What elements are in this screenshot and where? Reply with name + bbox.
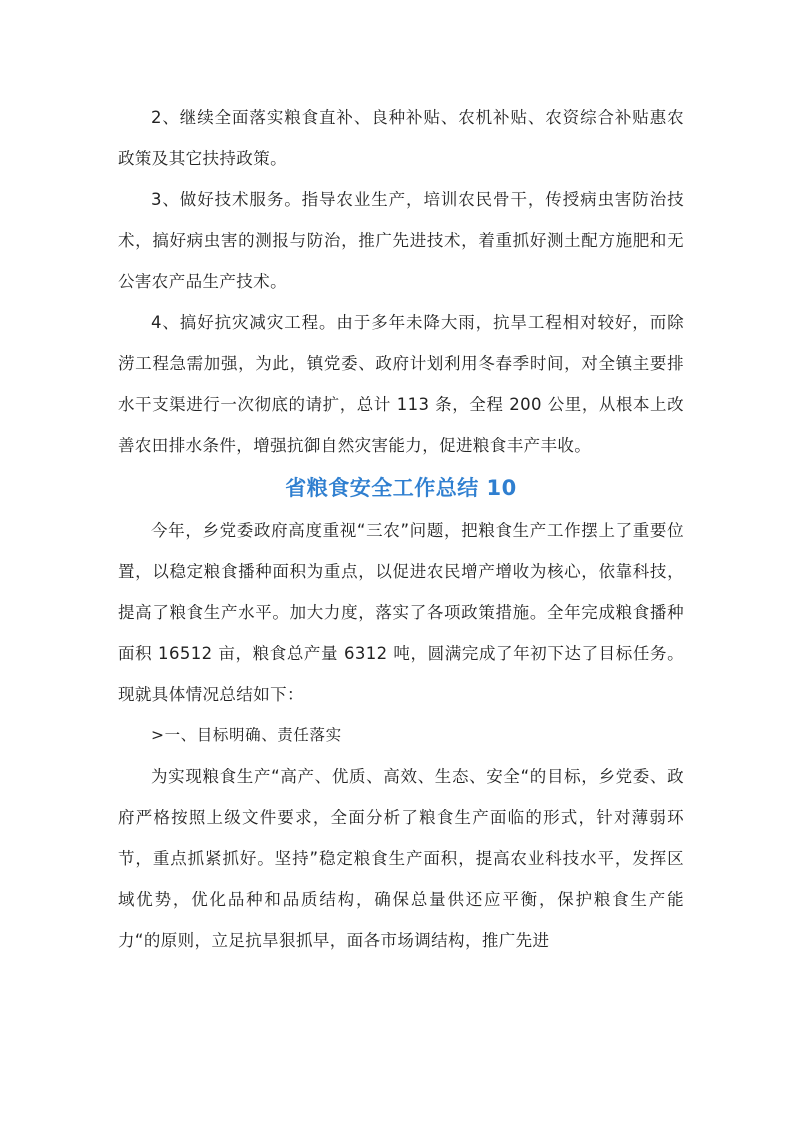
subsection-body: 为实现粮食生产“高产、优质、高效、生态、安全“的目标，乡党委、政府严格按照上级文件要求，全面分析了粮食生产面临的形式，针对薄弱环节，重点抓紧抓好。坚持”稳定粮食生产面积，提高农业科技水平，发挥区域优势，优化品种和品质结构，确保总量供还应平衡，保护粮食生产能力“的原则，立足抗旱狠抓早，面各市场调结构，推广先进 — [118, 767, 684, 950]
paragraph-item-4: 4、搞好抗灾减灾工程。由于多年未降大雨，抗旱工程相对较好，而除涝工程急需加强，为此，镇党委、政府计划利用冬春季时间，对全镇主要排水干支渠进行一次彻底的请扩，总计 113 条，全程 200 公里，从根本上改善农田排水条件，增强抗御自然灾害能力，促进粮食丰产丰收。 — [118, 313, 684, 455]
paragraph-item-2: 2、继续全面落实粮食直补、良种补贴、农机补贴、农资综合补贴惠农政策及其它扶持政策。 — [118, 108, 684, 168]
intro-paragraph: 今年，乡党委政府高度重视“三农”问题，把粮食生产工作摆上了重要位置，以稳定粮食播种面积为重点，以促进农民增产增收为核心，依靠科技，提高了粮食生产水平。加大力度，落实了各项政策措施。全年完成粮食播种面积 16512 亩，粮食总产量 6312 吨，圆满完成了年初下达了目标任务。现就具体情况总结如下： — [118, 521, 684, 704]
document-page — [118, 97, 684, 961]
paragraph-item-3: 3、做好技术服务。指导农业生产，培训农民骨干，传授病虫害防治技术，搞好病虫害的测报与防治，推广先进技术，着重抓好测土配方施肥和无公害农产品生产技术。 — [118, 190, 684, 291]
subsection-title: >一、目标明确、责任落实 — [151, 726, 342, 744]
section-heading: 省粮食安全工作总结 10 — [285, 476, 517, 500]
